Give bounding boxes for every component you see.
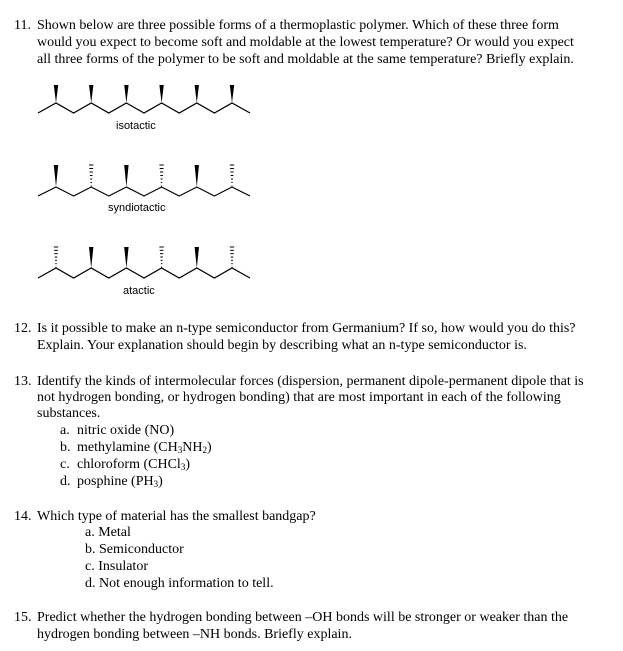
option: c. Insulator xyxy=(85,559,148,574)
wedge-bond xyxy=(89,247,93,268)
wedge-bond xyxy=(124,165,128,187)
list-item xyxy=(60,439,212,456)
backbone xyxy=(38,268,250,278)
question-text: Predict whether the hydrogen bonding between –OH bonds will be stronger or weaker than the xyxy=(37,610,569,625)
wedge-bond xyxy=(89,85,93,103)
atactic-label: atactic xyxy=(123,285,155,297)
atactic-polymer-chain xyxy=(38,247,250,278)
item-text: methylamine (CH xyxy=(77,440,178,455)
list-item xyxy=(60,456,190,473)
item-label: c. xyxy=(60,457,70,472)
question-number: 14. xyxy=(14,509,32,524)
backbone xyxy=(38,103,250,113)
question-number: 12. xyxy=(14,321,32,336)
subscript: 3 xyxy=(180,462,186,472)
question-text: Which type of material has the smallest bandgap? xyxy=(37,509,316,524)
wedge-bond xyxy=(124,85,128,103)
subscript: 3 xyxy=(177,445,183,455)
question-number: 13. xyxy=(14,374,32,389)
list-item xyxy=(60,473,163,490)
isotactic-label: isotactic xyxy=(116,120,156,132)
wedge-bond xyxy=(54,85,58,103)
hashed-bond xyxy=(89,165,93,186)
subscript: 3 xyxy=(153,479,159,489)
item-label: b. xyxy=(60,440,71,455)
question-text: not hydrogen bonding, or hydrogen bonding) that are most important in each of the following xyxy=(37,390,561,405)
option: a. Metal xyxy=(85,525,131,540)
item-label: a. xyxy=(60,423,70,438)
question-text: would you expect to become soft and moldable at the lowest temperature? Or would you expect xyxy=(37,35,574,50)
question-text: Shown below are three possible forms of a thermoplastic polymer. Which of these three form xyxy=(37,18,559,33)
hashed-bond xyxy=(230,247,234,267)
item-label: d. xyxy=(60,474,71,489)
isotactic-polymer-chain xyxy=(38,85,250,113)
backbone xyxy=(38,187,250,196)
list-item xyxy=(60,422,174,439)
option: d. Not enough information to tell. xyxy=(85,576,274,591)
item-text: ) xyxy=(185,457,190,472)
question-text: all three forms of the polymer to be soft and moldable at the same temperature? Briefly explain. xyxy=(37,52,574,67)
item-text: chloroform (CHCl xyxy=(77,457,181,472)
item-text: posphine (PH xyxy=(77,474,154,489)
hashed-bond xyxy=(54,247,58,267)
question-text: hydrogen bonding between –NH bonds. Briefly explain. xyxy=(37,627,352,642)
question-text: Explain. Your explanation should begin by describing what an n-type semiconductor is. xyxy=(37,338,527,353)
wedge-bond xyxy=(195,247,199,268)
item-text: NH xyxy=(182,440,203,455)
wedge-bond xyxy=(195,165,199,187)
wedge-bond xyxy=(195,85,199,103)
item-text: ) xyxy=(158,474,163,489)
wedge-bond xyxy=(54,165,58,187)
syndiotactic-polymer-chain xyxy=(38,165,250,196)
option: b. Semiconductor xyxy=(85,542,184,557)
syndiotactic-label: syndiotactic xyxy=(108,202,166,214)
subscript: 2 xyxy=(202,445,207,455)
hashed-bond xyxy=(159,165,163,186)
item-text: nitric oxide (NO) xyxy=(77,423,175,438)
question-number: 11. xyxy=(14,18,31,33)
hashed-bond xyxy=(230,165,234,186)
wedge-bond xyxy=(159,85,163,103)
question-text: substances. xyxy=(37,406,101,421)
question-number: 15. xyxy=(14,610,32,625)
wedge-bond xyxy=(230,85,234,103)
wedge-bond xyxy=(124,247,128,268)
hashed-bond xyxy=(159,247,163,267)
question-text: Is it possible to make an n-type semiconductor from Germanium? If so, how would you do this? xyxy=(37,321,576,336)
question-text: Identify the kinds of intermolecular forces (dispersion, permanent dipole-permanent dipole that is xyxy=(37,374,584,389)
item-text: ) xyxy=(206,440,212,455)
